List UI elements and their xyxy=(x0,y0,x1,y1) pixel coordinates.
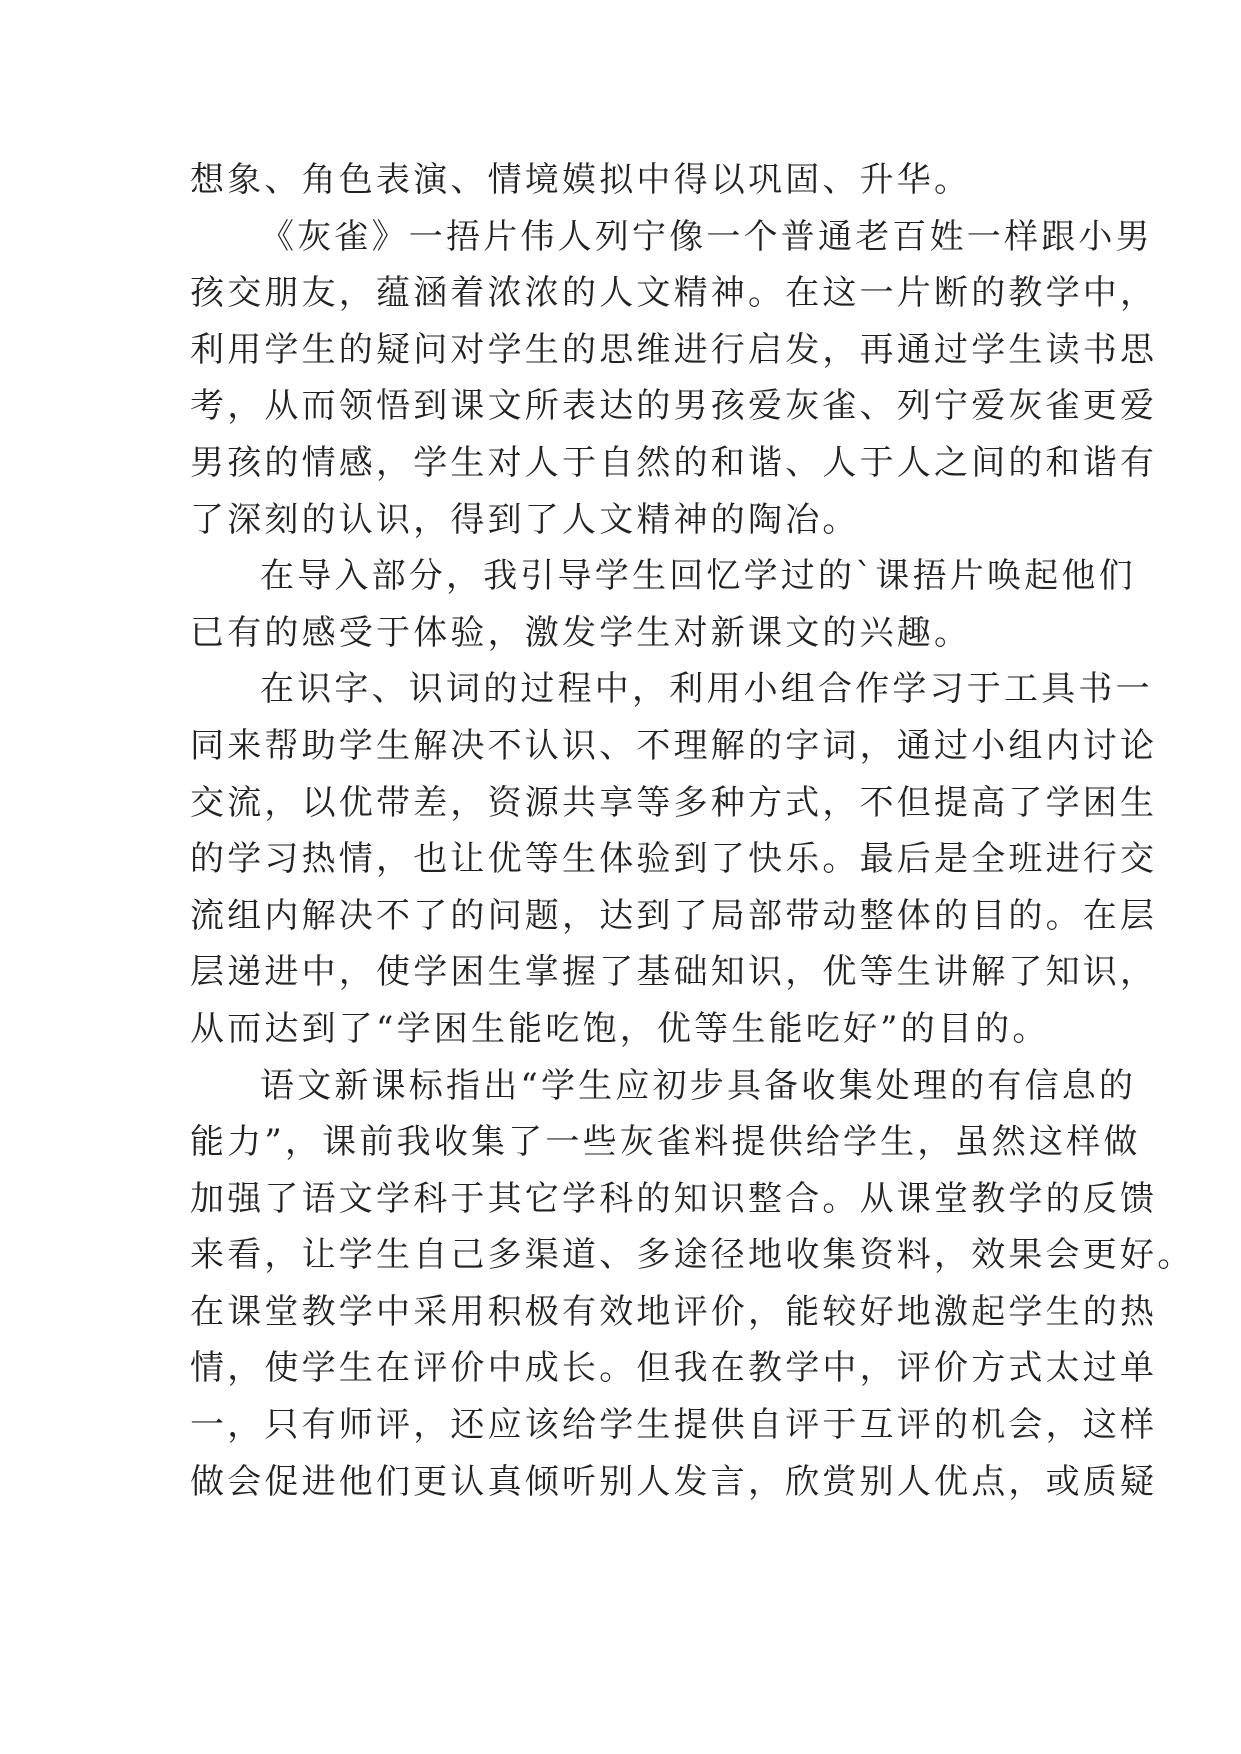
text-line: 情，使学生在评价中成长。但我在教学中，评价方式太过单 xyxy=(190,1348,1158,1389)
text-line: 在识字、识词的过程中，利用小组合作学习于工具书一 xyxy=(260,669,1153,710)
text-line: 流组内解决不了的问题，达到了局部带动整体的目的。在层 xyxy=(190,895,1158,936)
text-line: 能力”，课前我收集了一些灰雀料提供给学生，虽然这样做 xyxy=(190,1122,1141,1163)
text-line: 男孩的情感，学生对人于自然的和谐、人于人之间的和谐有 xyxy=(190,442,1158,483)
text-line: 孩交朋友，蕴涵着浓浓的人文精神。在这一片断的教学中， xyxy=(190,273,1158,314)
text-line: 已有的感受于体验，激发学生对新课文的兴趣。 xyxy=(190,612,972,653)
text-line: 加强了语文学科于其它学科的知识整合。从课堂教学的反馈 xyxy=(190,1178,1158,1219)
text-line: 在课堂教学中采用积极有效地评价，能较好地激起学生的热 xyxy=(190,1291,1158,1332)
text-line: 语文新课标指出“学生应初步具备收集处理的有信息的 xyxy=(260,1065,1137,1106)
text-line: 交流，以优带差，资源共享等多种方式，不但提高了学困生 xyxy=(190,782,1158,823)
text-line: 《灰雀》一捂片伟人列宁像一个普通老百姓一样跟小男 xyxy=(260,216,1153,257)
text-line: 的学习热情，也让优等生体验到了快乐。最后是全班进行交 xyxy=(190,839,1158,880)
text-line: 同来帮助学生解决不认识、不理解的字词，通过小组内讨论 xyxy=(190,725,1158,766)
text-line: 来看，让学生自己多渠道、多途径地收集资料，效果会更好。 xyxy=(190,1235,1195,1276)
text-line: 做会促进他们更认真倾听别人发言，欣赏别人优点，或质疑 xyxy=(190,1461,1158,1502)
text-line: 层递进中，使学困生掌握了基础知识，优等生讲解了知识， xyxy=(190,952,1158,993)
text-line: 从而达到了“学困生能吃饱，优等生能吃好”的目的。 xyxy=(190,1008,1050,1049)
text-line: 在导入部分，我引导学生回忆学过的`课捂片唤起他们 xyxy=(260,556,1136,597)
text-line: 考，从而领悟到课文所表达的男孩爱灰雀、列宁爱灰雀更爱 xyxy=(190,386,1158,427)
text-line: 想象、角色表演、情境嫫拟中得以巩固、升华。 xyxy=(190,160,972,200)
text-line: 利用学生的疑问对学生的思维进行启发，再通过学生读书思 xyxy=(190,329,1158,370)
text-line: 了深刻的认识，得到了人文精神的陶冶。 xyxy=(190,499,860,540)
text-line: 一，只有师评，还应该给学生提供自评于互评的机会，这样 xyxy=(190,1405,1158,1446)
document-body-text xyxy=(190,152,1195,1510)
